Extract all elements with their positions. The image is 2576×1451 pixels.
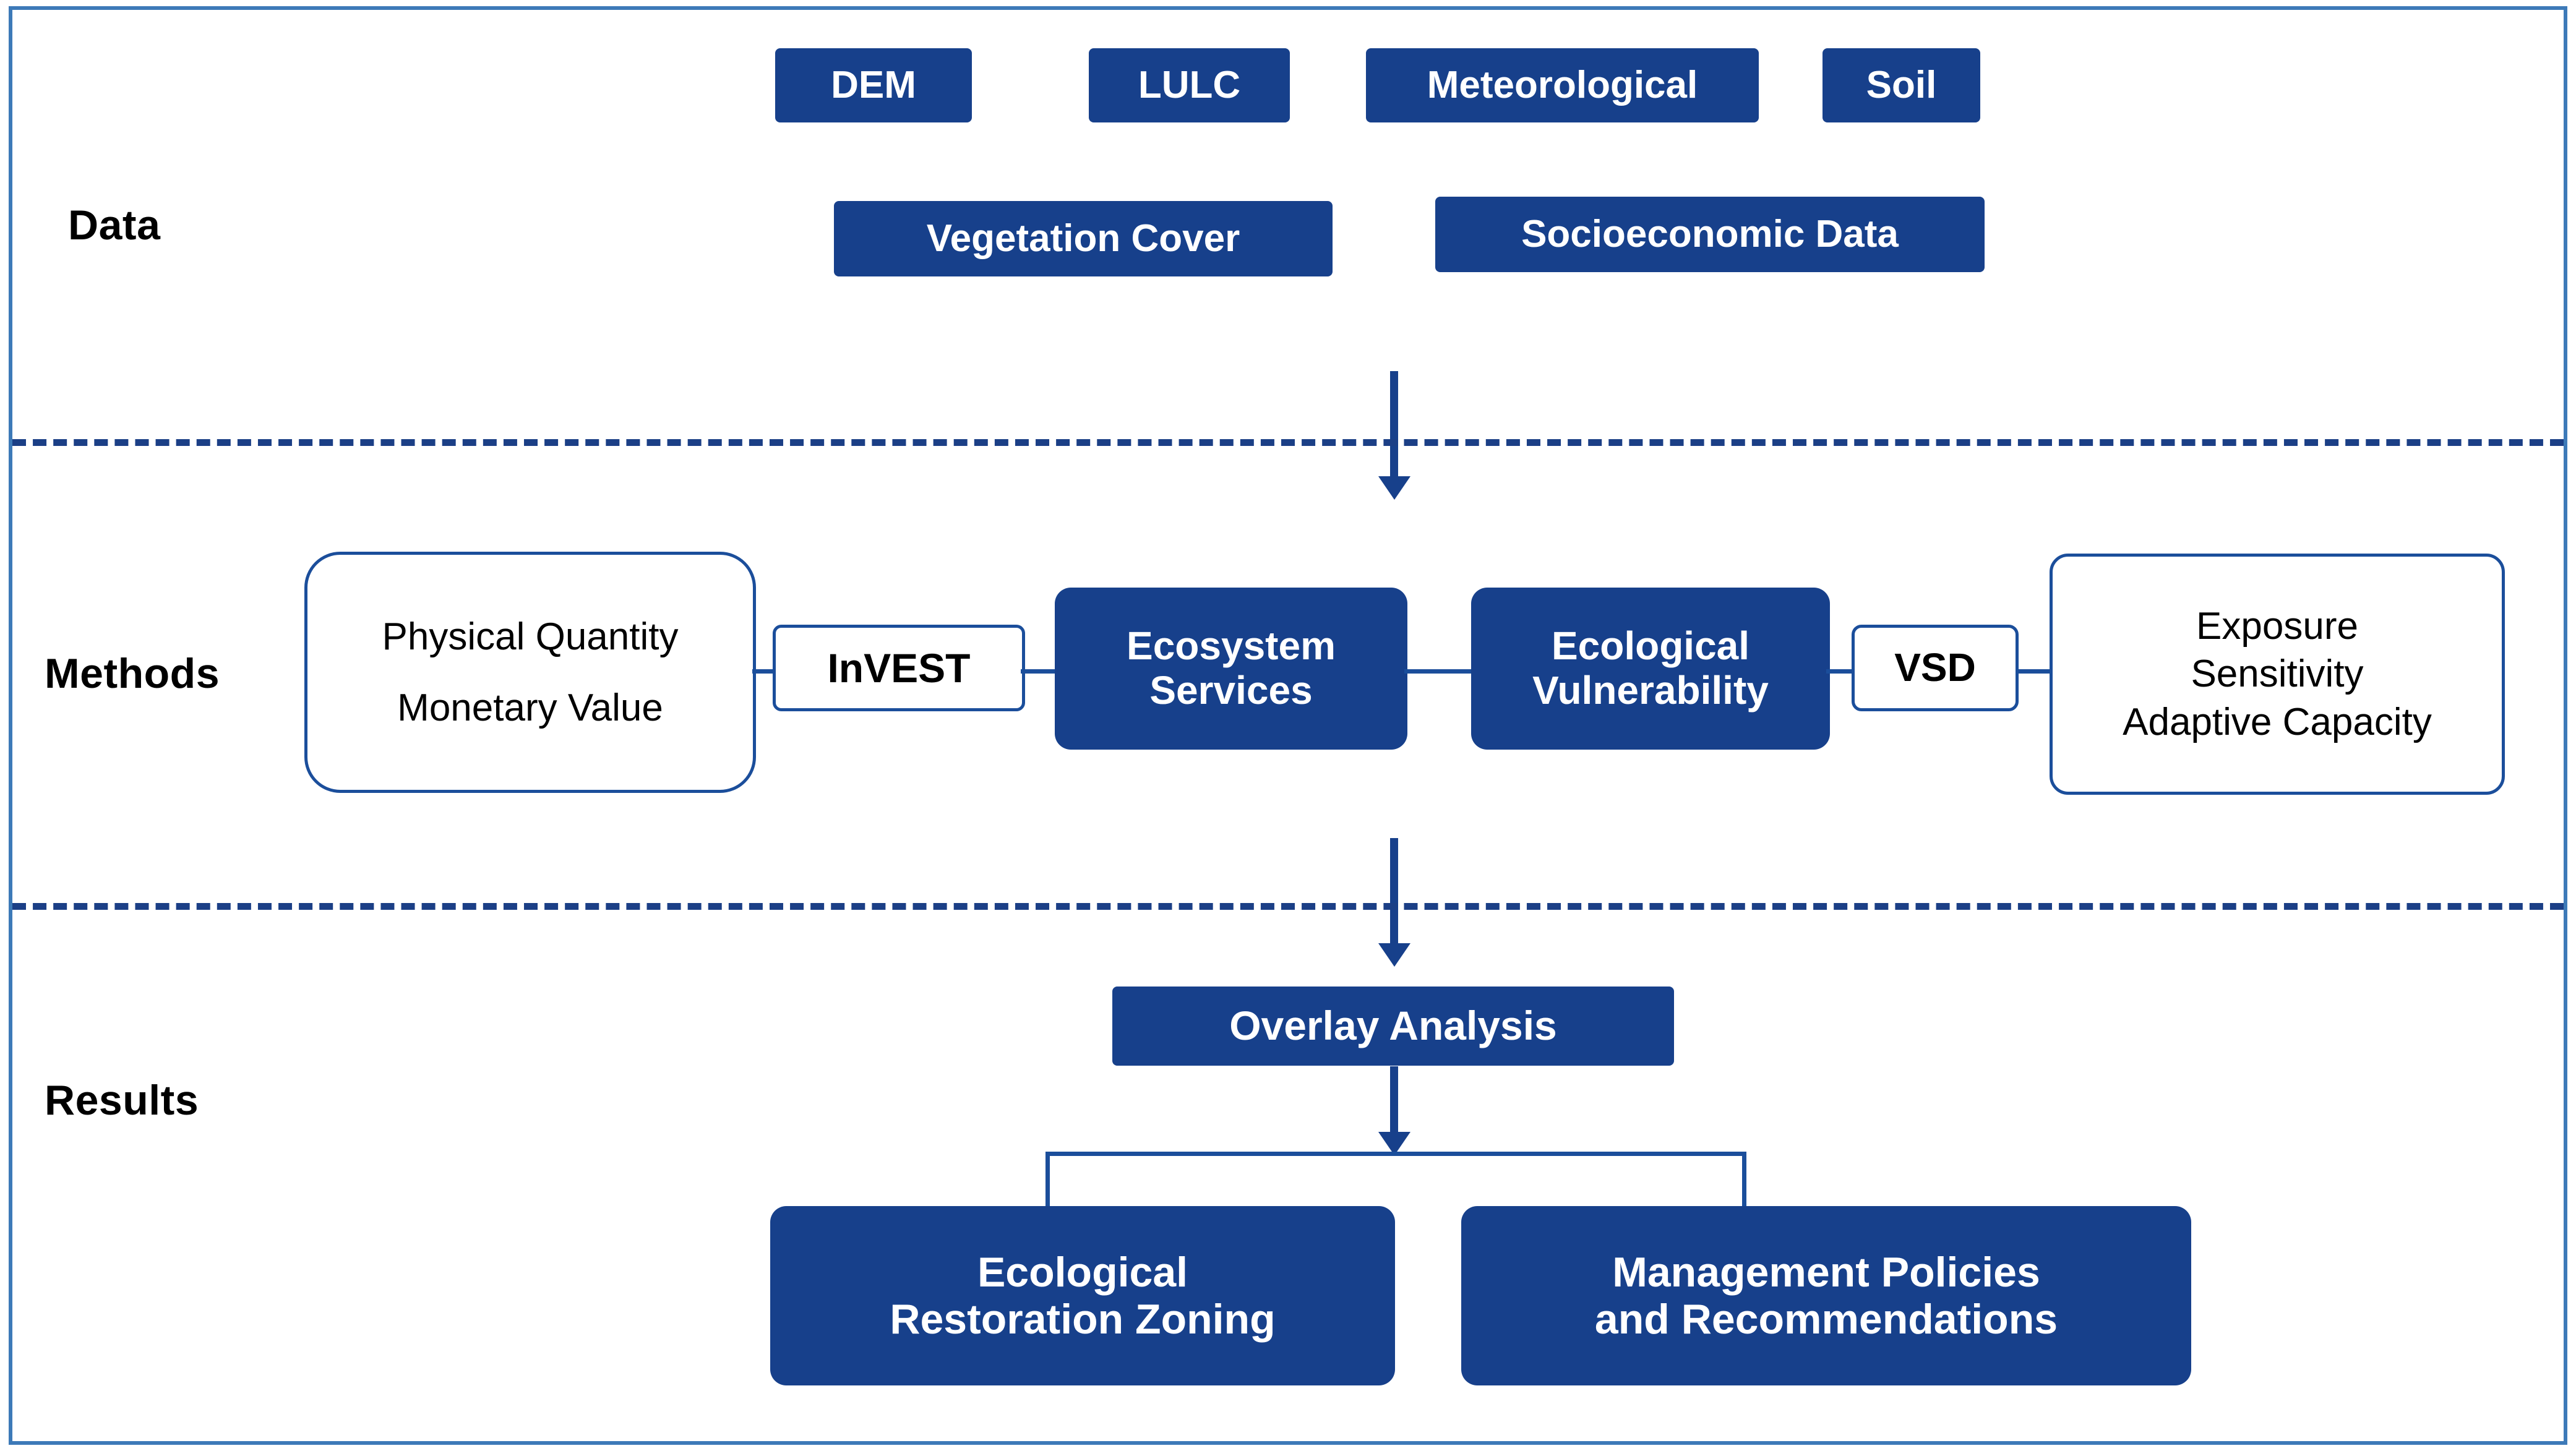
- data-box-meteorological-label: Meteorological: [1427, 64, 1698, 107]
- results-output-restoration-zoning-line2: Restoration Zoning: [890, 1296, 1276, 1343]
- methods-ecosystem-services-line2: Services: [1149, 668, 1313, 713]
- arrow-data-to-methods-stem: [1390, 371, 1398, 486]
- data-box-vegetation-cover: [834, 201, 1333, 276]
- methods-left-panel-line2: Monetary Value: [397, 687, 663, 729]
- data-box-lulc-label: LULC: [1138, 64, 1241, 107]
- divider-methods-results: [12, 903, 2564, 910]
- methods-vsd-box: [1852, 625, 2019, 711]
- methods-right-panel-line3: Adaptive Capacity: [2123, 700, 2432, 743]
- connector-outputs-right-drop: [1742, 1152, 1746, 1209]
- connector-invest-ecosystem: [1021, 669, 1058, 674]
- data-box-dem-label: DEM: [831, 64, 916, 107]
- methods-left-panel: [304, 552, 756, 793]
- methods-ecological-vulnerability-box: [1471, 588, 1830, 750]
- data-box-vegetation-cover-label: Vegetation Cover: [926, 217, 1240, 260]
- methods-left-panel-line1: Physical Quantity: [382, 615, 679, 658]
- results-output-management-policies-line2: and Recommendations: [1594, 1296, 2058, 1343]
- methods-ecological-vulnerability-line2: Vulnerability: [1532, 668, 1769, 713]
- section-label-methods: Methods: [45, 650, 220, 697]
- results-overlay-analysis-label: Overlay Analysis: [1229, 1003, 1557, 1049]
- connector-vsd-right-panel: [2016, 669, 2053, 674]
- methods-right-panel-line1: Exposure: [2196, 604, 2358, 648]
- results-output-restoration-zoning-line1: Ecological: [977, 1248, 1188, 1296]
- arrow-data-to-methods-head: [1378, 476, 1410, 500]
- data-box-socioeconomic-label: Socioeconomic Data: [1521, 213, 1899, 256]
- data-box-soil: [1823, 48, 1980, 122]
- data-box-lulc: [1089, 48, 1290, 122]
- results-output-box-management-policies: [1461, 1206, 2191, 1385]
- connector-vulnerability-vsd: [1826, 669, 1855, 674]
- connector-outputs-horizontal: [1045, 1152, 1746, 1156]
- results-output-management-policies-line1: Management Policies: [1612, 1248, 2040, 1296]
- section-label-data: Data: [68, 202, 161, 249]
- data-box-dem: [775, 48, 972, 122]
- connector-ecosystem-vulnerability: [1404, 669, 1474, 674]
- data-box-socioeconomic: [1435, 197, 1985, 272]
- connector-outputs-left-drop: [1045, 1152, 1050, 1209]
- methods-ecosystem-services-line1: Ecosystem: [1127, 623, 1336, 669]
- methods-ecosystem-services-box: [1055, 588, 1407, 750]
- arrow-overlay-to-outputs-stem: [1390, 1066, 1398, 1141]
- data-box-soil-label: Soil: [1866, 64, 1937, 107]
- methods-invest-box: [773, 625, 1025, 711]
- data-box-meteorological: [1366, 48, 1759, 122]
- arrow-methods-to-results-head: [1378, 943, 1410, 967]
- methods-right-panel-line2: Sensitivity: [2191, 653, 2364, 696]
- methods-vsd-label: VSD: [1894, 645, 1976, 690]
- methods-ecological-vulnerability-line1: Ecological: [1551, 623, 1750, 669]
- divider-data-methods: [12, 439, 2564, 446]
- results-overlay-analysis-box: [1112, 987, 1674, 1066]
- methods-right-panel: [2050, 554, 2505, 795]
- results-output-box-restoration-zoning: [770, 1206, 1395, 1385]
- section-label-results: Results: [45, 1077, 199, 1124]
- methods-invest-label: InVEST: [827, 644, 971, 691]
- arrow-methods-to-results-stem: [1390, 838, 1398, 952]
